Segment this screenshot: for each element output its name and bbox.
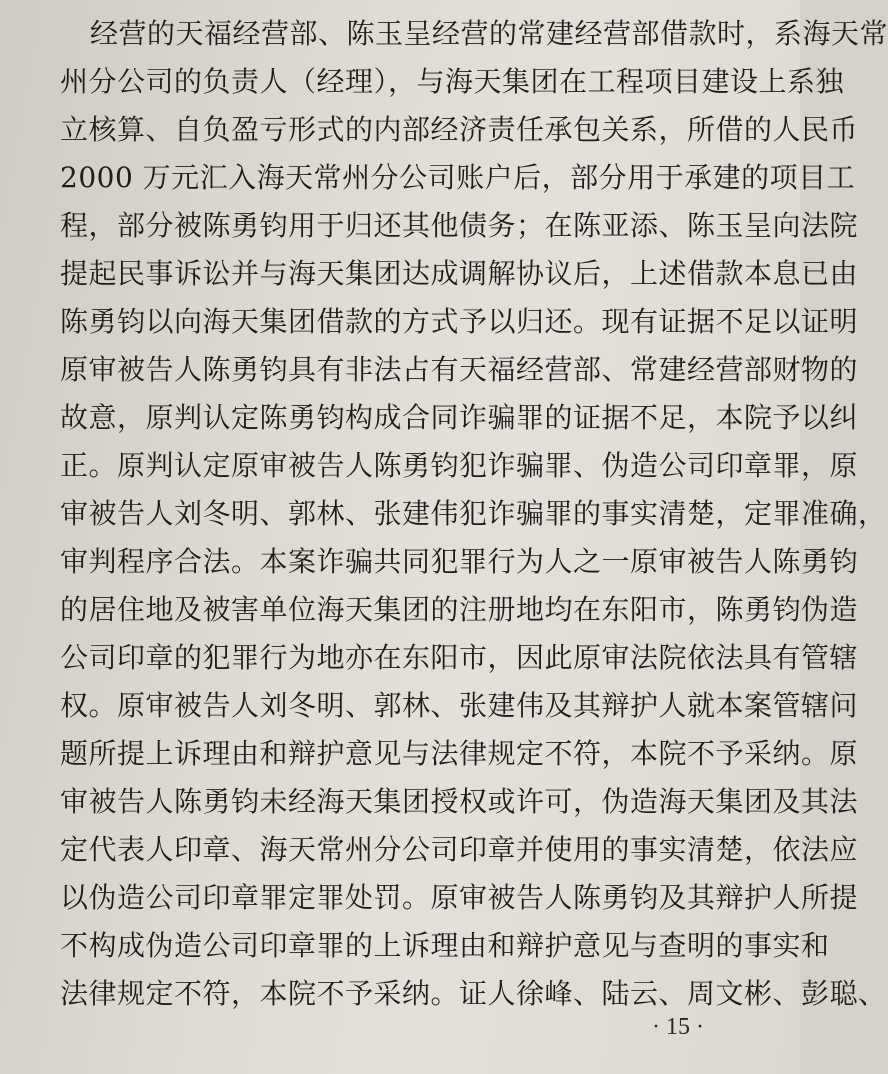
text-line: 2000 万元汇入海天常州分公司账户后，部分用于承建的项目工 [60, 161, 856, 194]
text-line: 正。原判认定原审被告人陈勇钧犯诈骗罪、伪造公司印章罪，原 [60, 449, 859, 482]
text-line: 陈勇钧以向海天集团借款的方式予以归还。现有证据不足以证明 [60, 305, 859, 338]
text-line: 立核算、自负盈亏形式的内部经济责任承包关系，所借的人民币 [60, 113, 859, 146]
text-line: 审被告人刘冬明、郭林、张建伟犯诈骗罪的事实清楚，定罪准确， [60, 497, 887, 530]
text-line: 权。原审被告人刘冬明、郭林、张建伟及其辩护人就本案管辖问 [60, 689, 859, 722]
text-line: 定代表人印章、海天常州分公司印章并使用的事实清楚，依法应 [60, 833, 859, 866]
text-line: 的居住地及被害单位海天集团的注册地均在东阳市，陈勇钧伪造 [60, 593, 859, 626]
text-line: 审判程序合法。本案诈骗共同犯罪行为人之一原审被告人陈勇钧 [60, 545, 859, 578]
text-line: 州分公司的负责人（经理），与海天集团在工程项目建设上系独 [60, 65, 845, 98]
text-line: 题所提上诉理由和辩护意见与法律规定不符，本院不予采纳。原 [60, 737, 859, 770]
text-line: 提起民事诉讼并与海天集团达成调解协议后，上述借款本息已由 [60, 257, 859, 290]
text-line: 公司印章的犯罪行为地亦在东阳市，因此原审法院依法具有管辖 [60, 641, 859, 674]
text-line: 审被告人陈勇钧未经海天集团授权或许可，伪造海天集团及其法 [60, 785, 859, 818]
page-number: · 15 · [652, 1014, 704, 1040]
text-line: 原审被告人陈勇钧具有非法占有天福经营部、常建经营部财物的 [60, 353, 859, 386]
text-line: 程，部分被陈勇钧用于归还其他债务；在陈亚添、陈玉呈向法院 [60, 209, 859, 242]
text-line: 不构成伪造公司印章罪的上诉理由和辩护意见与查明的事实和 [60, 929, 830, 962]
text-line: 法律规定不符，本院不予采纳。证人徐峰、陆云、周文彬、彭聪、 [60, 977, 887, 1010]
text-line: 经营的天福经营部、陈玉呈经营的常建经营部借款时，系海天常 [90, 17, 888, 50]
text-line: 故意，原判认定陈勇钧构成合同诈骗罪的证据不足，本院予以纠 [60, 401, 859, 434]
text-line: 以伪造公司印章罪定罪处罚。原审被告人陈勇钧及其辩护人所提 [60, 881, 859, 914]
